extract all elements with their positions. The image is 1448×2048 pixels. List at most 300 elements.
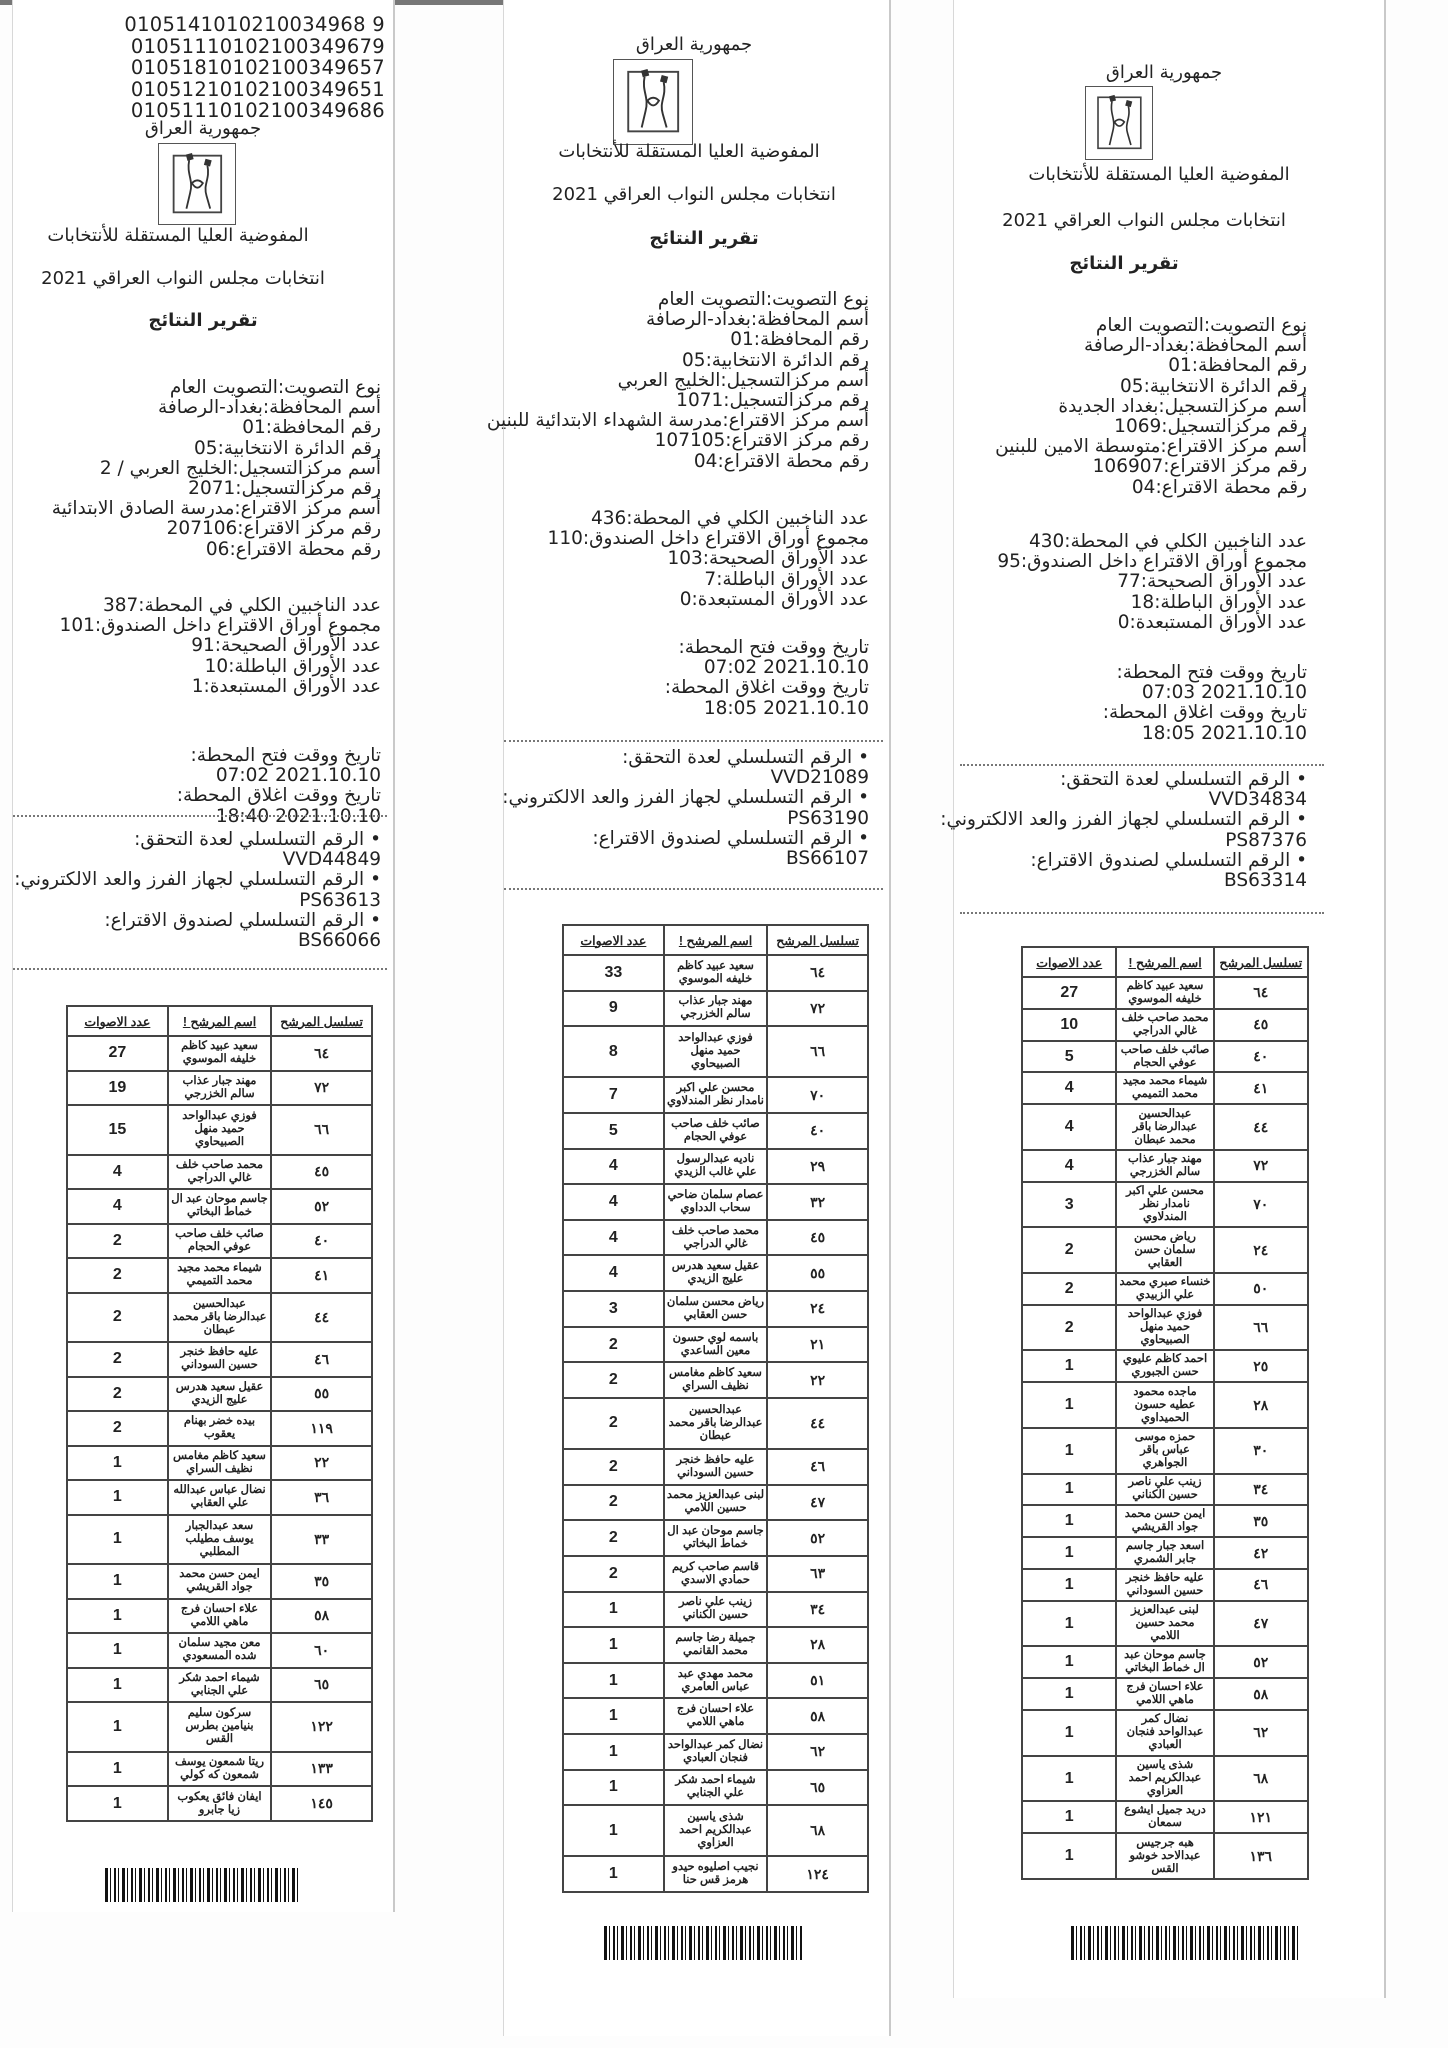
candidate-name: علاء احسان فرج ماهي اللامي	[664, 1698, 768, 1734]
election-label: انتخابات مجلس النواب العراقي 2021	[1002, 210, 1286, 231]
candidate-name: شذى ياسين عبدالكريم احمد العزاوي	[664, 1805, 768, 1856]
table-row	[563, 1327, 868, 1363]
candidate-name: فوزي عبدالواحد حميد منهل الصبيحاوي	[168, 1105, 272, 1154]
candidate-name: هبه جرجيس عبدالاحد خوشو القس	[1116, 1833, 1213, 1879]
vote-count: 2	[563, 1398, 664, 1449]
table-row	[563, 1556, 868, 1592]
candidate-serial: ٤٥	[1214, 1009, 1308, 1041]
info-line: نوع التصويت:التصويت العام	[657, 289, 869, 310]
candidate-name: فوزي عبدالواحد حميد منهل الصبيحاوي	[664, 1026, 768, 1077]
info-line: أسم المحافظة:بغداد-الرصافة	[158, 397, 381, 419]
candidate-serial: ٦٢	[1214, 1710, 1308, 1756]
candidate-serial: ٢٤	[767, 1291, 868, 1327]
vote-count: 1	[563, 1698, 664, 1734]
candidate-name: جاسم موحان عبد ال خماط البخاتي	[168, 1189, 272, 1224]
table-row	[1022, 1150, 1308, 1182]
candidate-name: سعيد عبيد كاظم خليفه الموسوي	[664, 955, 768, 991]
republic-label: جمهورية العراق	[1105, 62, 1223, 83]
candidate-serial: ٢١	[767, 1327, 868, 1363]
vote-count: 1	[1022, 1350, 1116, 1382]
table-row	[67, 1342, 372, 1377]
candidate-serial: ٣٥	[1214, 1505, 1308, 1537]
barcode	[1071, 1926, 1301, 1960]
vote-count: 4	[563, 1220, 664, 1256]
divider	[13, 815, 387, 817]
candidate-name: جميلة رضا جاسم محمد القانمي	[664, 1627, 768, 1663]
info-line: رقم مركزالتسجيل:2071	[188, 478, 381, 500]
table-row	[1022, 1801, 1308, 1833]
table-row	[67, 1155, 372, 1190]
table-row	[1022, 1009, 1308, 1041]
counts-line: عدد الأوراق المستبعدة:0	[1117, 611, 1307, 633]
candidate-serial: ٥٨	[767, 1698, 868, 1734]
candidate-name: قاسم صاحب كريم حمادي الاسدي	[664, 1556, 768, 1592]
serials-line: • الرقم التسلسلي لجهاز الفرز والعد الالكتروني:	[14, 869, 381, 891]
vote-count: 1	[1022, 1505, 1116, 1537]
info-line: نوع التصويت:التصويت العام	[1095, 315, 1307, 336]
vote-count: 2	[563, 1449, 664, 1485]
counts-line: عدد الأوراق الصحيحة:91	[191, 635, 381, 657]
table-row	[1022, 1601, 1308, 1647]
info-line: رقم المحافظة:01	[1168, 355, 1307, 377]
candidate-name: اسعد جبار جاسم جابر الشمري	[1116, 1537, 1213, 1569]
candidate-name: شيماء محمد مجيد محمد التميمي	[1116, 1072, 1213, 1104]
candidate-serial: ٤٠	[271, 1224, 372, 1259]
vote-count: 1	[67, 1446, 168, 1481]
vote-count: 1	[563, 1856, 664, 1892]
table-row	[1022, 1382, 1308, 1428]
candidate-serial: ٣٠	[1214, 1428, 1308, 1474]
candidate-serial: ٣٢	[767, 1184, 868, 1220]
table-row	[563, 1805, 868, 1856]
table-row	[67, 1189, 372, 1224]
candidate-name: جاسم موحان عبد ال خماط البخاتي	[1116, 1646, 1213, 1678]
candidate-serial: ٦٦	[767, 1026, 868, 1077]
table-row	[563, 1734, 868, 1770]
table-row	[1022, 1227, 1308, 1273]
ballot-figure-icon	[1093, 94, 1146, 152]
vote-count: 2	[67, 1293, 168, 1342]
candidate-serial: ٤٦	[1214, 1569, 1308, 1601]
vote-count: 1	[1022, 1756, 1116, 1802]
candidate-name: سركون سليم بنيامين بطرس القس	[168, 1702, 272, 1751]
code-line: 01051110102100349686	[130, 99, 385, 122]
vote-count: 5	[1022, 1041, 1116, 1073]
candidate-serial: ٤٢	[1214, 1537, 1308, 1569]
serials-line: PS63613	[299, 889, 381, 911]
candidate-name: سعيد كاظم مغامس نظيف السراي	[664, 1362, 768, 1398]
table-row	[563, 1255, 868, 1291]
candidate-serial: ٥٠	[1214, 1273, 1308, 1305]
vote-count: 1	[67, 1668, 168, 1703]
table-row	[67, 1564, 372, 1599]
table-header-row	[1022, 947, 1308, 977]
candidate-serial: ٤٧	[1214, 1601, 1308, 1647]
vote-count: 33	[563, 955, 664, 991]
vote-count: 1	[1022, 1601, 1116, 1647]
table-row	[563, 1663, 868, 1699]
candidate-name: شيماء احمد شكر علي الجنابي	[168, 1668, 272, 1703]
info-line: أسم مركز الاقتراع:متوسطة الامين للبنين	[995, 436, 1307, 458]
counts-line: عدد الأوراق الباطلة:18	[1130, 591, 1307, 613]
vote-count: 3	[563, 1291, 664, 1327]
candidate-name: لبنى عبدالعزيز محمد حسين اللامي	[1116, 1601, 1213, 1647]
candidate-name: شذى ياسين عبدالكريم احمد العزاوي	[1116, 1756, 1213, 1802]
table-row	[563, 1485, 868, 1521]
ihec-logo	[1085, 86, 1153, 160]
serials-line: VVD44849	[282, 849, 381, 871]
serials-line: • الرقم التسلسلي لصندوق الاقتراع:	[1030, 849, 1307, 871]
candidate-name: سعيد عبيد كاظم خليفه الموسوي	[1116, 977, 1213, 1009]
candidate-name: رياض محسن سلمان حسن العقابي	[664, 1291, 768, 1327]
candidate-name: ايمن حسن محمد جواد القريشي	[168, 1564, 272, 1599]
candidate-name: فوزي عبدالواحد حميد منهل الصبيحاوي	[1116, 1305, 1213, 1351]
divider	[960, 764, 1324, 766]
table-row	[1022, 1678, 1308, 1710]
candidate-serial: ٢٩	[767, 1149, 868, 1185]
candidate-serial: ٤٥	[271, 1155, 372, 1190]
candidate-name: بيده خضر بهنام يعقوب	[168, 1411, 272, 1446]
table-row	[563, 1220, 868, 1256]
serials-line: • الرقم التسلسلي لصندوق الاقتراع:	[592, 827, 869, 849]
info-line: أسم مركزالتسجيل:بغداد الجديدة	[1058, 395, 1307, 417]
handwritten-codes	[124, 14, 385, 122]
vote-count: 10	[1022, 1009, 1116, 1041]
serials-line: BS66066	[298, 930, 381, 952]
vote-count: 4	[67, 1189, 168, 1224]
info-line: أسم مركز الاقتراع:مدرسة الصادق الابتدائية	[51, 498, 381, 520]
vote-count: 1	[1022, 1833, 1116, 1879]
table-row	[1022, 1505, 1308, 1537]
info-line: رقم مركزالتسجيل:1071	[676, 390, 869, 412]
candidate-serial: ٤٥	[767, 1220, 868, 1256]
candidate-serial: ٤٠	[767, 1113, 868, 1149]
vote-count: 1	[563, 1805, 664, 1856]
table-row	[1022, 1646, 1308, 1678]
table-row	[1022, 1305, 1308, 1351]
table-row	[67, 1633, 372, 1668]
times-line: تاريخ ووقت اغلاق المحطة:	[664, 677, 869, 699]
vote-count: 9	[563, 991, 664, 1027]
candidate-serial: ٥٢	[271, 1189, 372, 1224]
vote-count: 2	[563, 1520, 664, 1556]
times-line: 2021.10.10 18:40	[215, 805, 381, 827]
table-row	[1022, 1710, 1308, 1756]
divider	[504, 888, 883, 890]
counts-line: عدد الناخبين الكلي في المحطة:430	[1028, 531, 1307, 552]
barcode	[105, 1868, 301, 1902]
serials-line: BS66107	[786, 848, 869, 870]
vote-count: 1	[67, 1564, 168, 1599]
ballot-figure-icon	[167, 152, 228, 216]
vote-count: 15	[67, 1105, 168, 1154]
table-row	[563, 1627, 868, 1663]
vote-count: 1	[563, 1627, 664, 1663]
candidate-serial: ٥٢	[767, 1520, 868, 1556]
candidate-serial: ٤١	[1214, 1072, 1308, 1104]
table-row	[1022, 1537, 1308, 1569]
code-line: 0105141010210034968 9	[124, 13, 385, 36]
candidate-name: حمزه موسى عباس باقر الجواهري	[1116, 1428, 1213, 1474]
candidate-name: سعد عبدالجبار يوسف مطيلب المطلبي	[168, 1515, 272, 1564]
vote-count: 27	[1022, 977, 1116, 1009]
table-row	[67, 1071, 372, 1106]
candidate-name: محسن علي اكبر نامدار نظر المندلاوي	[1116, 1182, 1213, 1228]
report-title: تقرير النتائج	[649, 228, 759, 249]
counts-line: مجموع أوراق الاقتراع داخل الصندوق:95	[997, 551, 1307, 573]
candidate-serial: ١١٩	[271, 1411, 372, 1446]
candidate-name: دريد جميل ايشوع سمعان	[1116, 1801, 1213, 1833]
table-row	[67, 1258, 372, 1293]
candidate-name: ناديه عبدالرسول علي غالب الزيدي	[664, 1149, 768, 1185]
vote-count: 8	[563, 1026, 664, 1077]
counts-line: عدد الناخبين الكلي في المحطة:387	[102, 595, 381, 616]
info-line: رقم الدائرة الانتخابية:05	[194, 437, 381, 459]
times-line: 2021.10.10 18:05	[703, 697, 869, 719]
vote-count: 2	[563, 1556, 664, 1592]
vote-count: 4	[563, 1184, 664, 1220]
candidate-name: عقيل سعيد هدرس عليج الزيدي	[664, 1255, 768, 1291]
table-row	[1022, 1273, 1308, 1305]
vote-count: 1	[67, 1480, 168, 1515]
candidate-serial: ٢٢	[767, 1362, 868, 1398]
election-label: انتخابات مجلس النواب العراقي 2021	[552, 184, 836, 205]
table-row	[563, 1077, 868, 1113]
open-close-times	[1103, 663, 1307, 744]
candidate-serial: ٢٢	[271, 1446, 372, 1481]
report-title: تقرير النتائج	[1069, 253, 1179, 274]
table-row	[563, 1149, 868, 1185]
counts-line: عدد الأوراق المستبعدة:1	[191, 675, 381, 697]
table-row	[1022, 1041, 1308, 1073]
vote-count: 2	[563, 1327, 664, 1363]
candidate-name: محمد صاحب خلف غالي الدراجي	[168, 1155, 272, 1190]
info-line: رقم مركز الاقتراع:107105	[654, 430, 869, 452]
candidate-serial: ٦٥	[271, 1668, 372, 1703]
receipt-right	[940, 0, 1386, 1998]
candidate-serial: ٢٥	[1214, 1350, 1308, 1382]
candidate-name: عليه حافظ خنجر حسين السوداني	[1116, 1569, 1213, 1601]
candidate-name: مهند جبار عذاب سالم الخزرجي	[1116, 1150, 1213, 1182]
table-row	[67, 1668, 372, 1703]
vote-count: 1	[1022, 1801, 1116, 1833]
vote-count: 2	[67, 1377, 168, 1412]
candidate-serial: ٧٢	[1214, 1150, 1308, 1182]
serials-line: • الرقم التسلسلي لصندوق الاقتراع:	[104, 909, 381, 931]
results-table	[1021, 946, 1309, 1880]
table-header-row	[563, 925, 868, 955]
info-line: أسم المحافظة:بغداد-الرصافة	[646, 309, 869, 331]
vote-count: 4	[1022, 1072, 1116, 1104]
commission-label: المفوضية العليا المستقلة للأنتخابات	[1028, 164, 1290, 185]
table-row	[563, 1770, 868, 1806]
candidate-serial: ٤٤	[767, 1398, 868, 1449]
candidate-name: عقيل سعيد هدرس عليج الزيدي	[168, 1377, 272, 1412]
candidate-name: شيماء محمد مجيد محمد التميمي	[168, 1258, 272, 1293]
candidate-name: محمد صاحب خلف غالي الدراجي	[1116, 1009, 1213, 1041]
counts-line: عدد الأوراق المستبعدة:0	[679, 588, 869, 610]
serials-line: PS63190	[787, 807, 869, 829]
candidate-serial: ٣٣	[271, 1515, 372, 1564]
candidate-name: محمد صاحب خلف غالي الدراجي	[664, 1220, 768, 1256]
column-header-serial: تسلسل المرشح	[271, 1006, 372, 1036]
serials-line: VVD21089	[770, 767, 869, 789]
ihec-logo	[158, 143, 236, 225]
vote-count: 1	[1022, 1646, 1116, 1678]
candidate-name: سعيد عبيد كاظم خليفه الموسوي	[168, 1036, 272, 1071]
vote-count: 1	[563, 1734, 664, 1770]
candidate-serial: ٦٢	[767, 1734, 868, 1770]
vote-count: 2	[563, 1485, 664, 1521]
candidate-name: ماجده محمود عطيه حسون الحميداوي	[1116, 1382, 1213, 1428]
table-row	[67, 1786, 372, 1821]
info-line: رقم الدائرة الانتخابية:05	[682, 349, 869, 371]
times-line: تاريخ ووقت اغلاق المحطة:	[176, 785, 381, 807]
candidate-name: عبدالحسين عبدالرضا باقر محمد عبطان	[664, 1398, 768, 1449]
times-line: 2021.10.10 18:05	[1141, 722, 1307, 744]
times-line: 2021.10.10 07:02	[215, 765, 381, 787]
table-row	[563, 1184, 868, 1220]
info-line: رقم محطة الاقتراع:04	[693, 450, 869, 472]
column-header-votes: عدد الاصوات	[1022, 947, 1116, 977]
times-line: تاريخ ووقت فتح المحطة:	[1116, 662, 1307, 683]
table-row	[67, 1752, 372, 1787]
receipt-middle	[486, 0, 891, 2036]
serials-line: • الرقم التسلسلي لجهاز الفرز والعد الالكتروني:	[940, 809, 1307, 831]
vote-count: 7	[563, 1077, 664, 1113]
station-info	[52, 378, 381, 560]
table-row	[563, 1362, 868, 1398]
candidate-name: معن مجيد سلمان شده المسعودي	[168, 1633, 272, 1668]
candidate-serial: ٦٦	[1214, 1305, 1308, 1351]
candidate-name: عبدالحسين عبدالرضا باقر محمد عبطان	[1116, 1104, 1213, 1150]
table-row	[563, 1698, 868, 1734]
vote-count: 2	[67, 1258, 168, 1293]
table-row	[67, 1446, 372, 1481]
vote-count: 4	[67, 1155, 168, 1190]
vote-count: 4	[1022, 1150, 1116, 1182]
info-line: رقم مركزالتسجيل:1069	[1114, 416, 1307, 438]
column-header-name: اسم المرشح !	[1116, 947, 1213, 977]
candidate-name: صائب خلف صاحب عوفي الحجام	[1116, 1041, 1213, 1073]
candidate-serial: ٢٨	[767, 1627, 868, 1663]
counts-line: مجموع أوراق الاقتراع داخل الصندوق:110	[547, 528, 869, 550]
candidate-name: علاء احسان فرج ماهي اللامي	[1116, 1678, 1213, 1710]
candidate-serial: ٦٠	[271, 1633, 372, 1668]
vote-count: 2	[1022, 1227, 1116, 1273]
vote-count: 1	[67, 1752, 168, 1787]
table-row	[1022, 1569, 1308, 1601]
candidate-serial: ٤٧	[767, 1485, 868, 1521]
republic-label: جمهورية العراق	[635, 34, 753, 55]
vote-count: 1	[1022, 1474, 1116, 1506]
vote-count: 1	[67, 1633, 168, 1668]
republic-label: جمهورية العراق	[144, 118, 262, 139]
table-row	[1022, 1350, 1308, 1382]
candidate-serial: ٣٤	[767, 1592, 868, 1628]
candidate-serial: ٥١	[767, 1663, 868, 1699]
candidate-serial: ٧٠	[1214, 1182, 1308, 1228]
divider	[960, 912, 1324, 914]
info-line: نوع التصويت:التصويت العام	[169, 377, 381, 398]
candidate-serial: ٦٤	[271, 1036, 372, 1071]
candidate-name: سعيد كاظم مغامس نظيف السراي	[168, 1446, 272, 1481]
election-label: انتخابات مجلس النواب العراقي 2021	[41, 268, 325, 289]
info-line: رقم محطة الاقتراع:06	[205, 538, 381, 560]
vote-count: 2	[67, 1411, 168, 1446]
candidate-name: لبنى عبدالعزيز محمد حسين اللامي	[664, 1485, 768, 1521]
ballot-counts	[997, 532, 1307, 633]
counts-line: عدد الأوراق الباطلة:7	[704, 568, 869, 590]
candidate-serial: ٧٠	[767, 1077, 868, 1113]
code-line: 01051810102100349657	[130, 56, 385, 79]
candidate-serial: ٣٦	[271, 1480, 372, 1515]
info-line: رقم مركز الاقتراع:106907	[1092, 456, 1307, 478]
table-row	[67, 1480, 372, 1515]
info-line: أسم مركزالتسجيل:الخليج العربي / 2	[99, 457, 381, 479]
times-line: تاريخ ووقت فتح المحطة:	[678, 637, 869, 658]
candidate-name: شيماء احمد شكر علي الجنابي	[664, 1770, 768, 1806]
serials-line: • الرقم التسلسلي لعدة التحقق:	[1060, 769, 1307, 790]
candidate-name: عليه حافظ خنجر حسين السوداني	[168, 1342, 272, 1377]
table-row	[67, 1036, 372, 1071]
table-row	[563, 1026, 868, 1077]
column-header-votes: عدد الاصوات	[67, 1006, 168, 1036]
candidate-serial: ٥٨	[271, 1599, 372, 1634]
candidate-name: صائب خلف صاحب عوفي الحجام	[168, 1224, 272, 1259]
table-row	[563, 955, 868, 991]
results-table	[66, 1005, 373, 1822]
column-header-name: اسم المرشح !	[168, 1006, 272, 1036]
candidate-name: علاء احسان فرج ماهي اللامي	[168, 1599, 272, 1634]
code-line: 01051110102100349679	[130, 34, 385, 58]
vote-count: 4	[563, 1255, 664, 1291]
commission-label: المفوضية العليا المستقلة للأنتخابات	[558, 141, 820, 162]
candidate-name: رياض محسن سلمان حسن العقابي	[1116, 1227, 1213, 1273]
table-row	[1022, 977, 1308, 1009]
candidate-name: احمد كاظم عليوي حسن الجبوري	[1116, 1350, 1213, 1382]
code-line: 01051210102100349651	[130, 77, 385, 101]
candidate-serial: ٥٢	[1214, 1646, 1308, 1678]
counts-line: عدد الناخبين الكلي في المحطة:436	[590, 508, 869, 529]
vote-count: 2	[67, 1342, 168, 1377]
candidate-serial: ٧٢	[767, 991, 868, 1027]
vote-count: 1	[1022, 1710, 1116, 1756]
candidate-name: مهند جبار عذاب سالم الخزرجي	[168, 1071, 272, 1106]
vote-count: 1	[563, 1663, 664, 1699]
table-row	[563, 1398, 868, 1449]
candidate-serial: ٥٨	[1214, 1678, 1308, 1710]
table-row	[1022, 1182, 1308, 1228]
table-row	[563, 1592, 868, 1628]
candidate-name: نضال كمر عبدالواحد فنجان العبادي	[664, 1734, 768, 1770]
receipt-left	[12, 0, 395, 1912]
candidate-name: مهند جبار عذاب سالم الخزرجي	[664, 991, 768, 1027]
candidate-serial: ٤٤	[1214, 1104, 1308, 1150]
candidate-name: باسمه لوي حسون معين الساعدي	[664, 1327, 768, 1363]
candidate-serial: ٤١	[271, 1258, 372, 1293]
column-header-name: اسم المرشح !	[664, 925, 768, 955]
serials-line: • الرقم التسلسلي لعدة التحقق:	[622, 747, 869, 768]
vote-count: 1	[563, 1592, 664, 1628]
table-row	[67, 1599, 372, 1634]
times-line: 2021.10.10 07:02	[703, 657, 869, 679]
candidate-name: محمد مهدي عبد عباس العامري	[664, 1663, 768, 1699]
table-row	[1022, 1474, 1308, 1506]
column-header-serial: تسلسل المرشح	[1214, 947, 1308, 977]
candidate-name: عصام سلمان ضاحي سحاب الدداوي	[664, 1184, 768, 1220]
vote-count: 1	[1022, 1678, 1116, 1710]
